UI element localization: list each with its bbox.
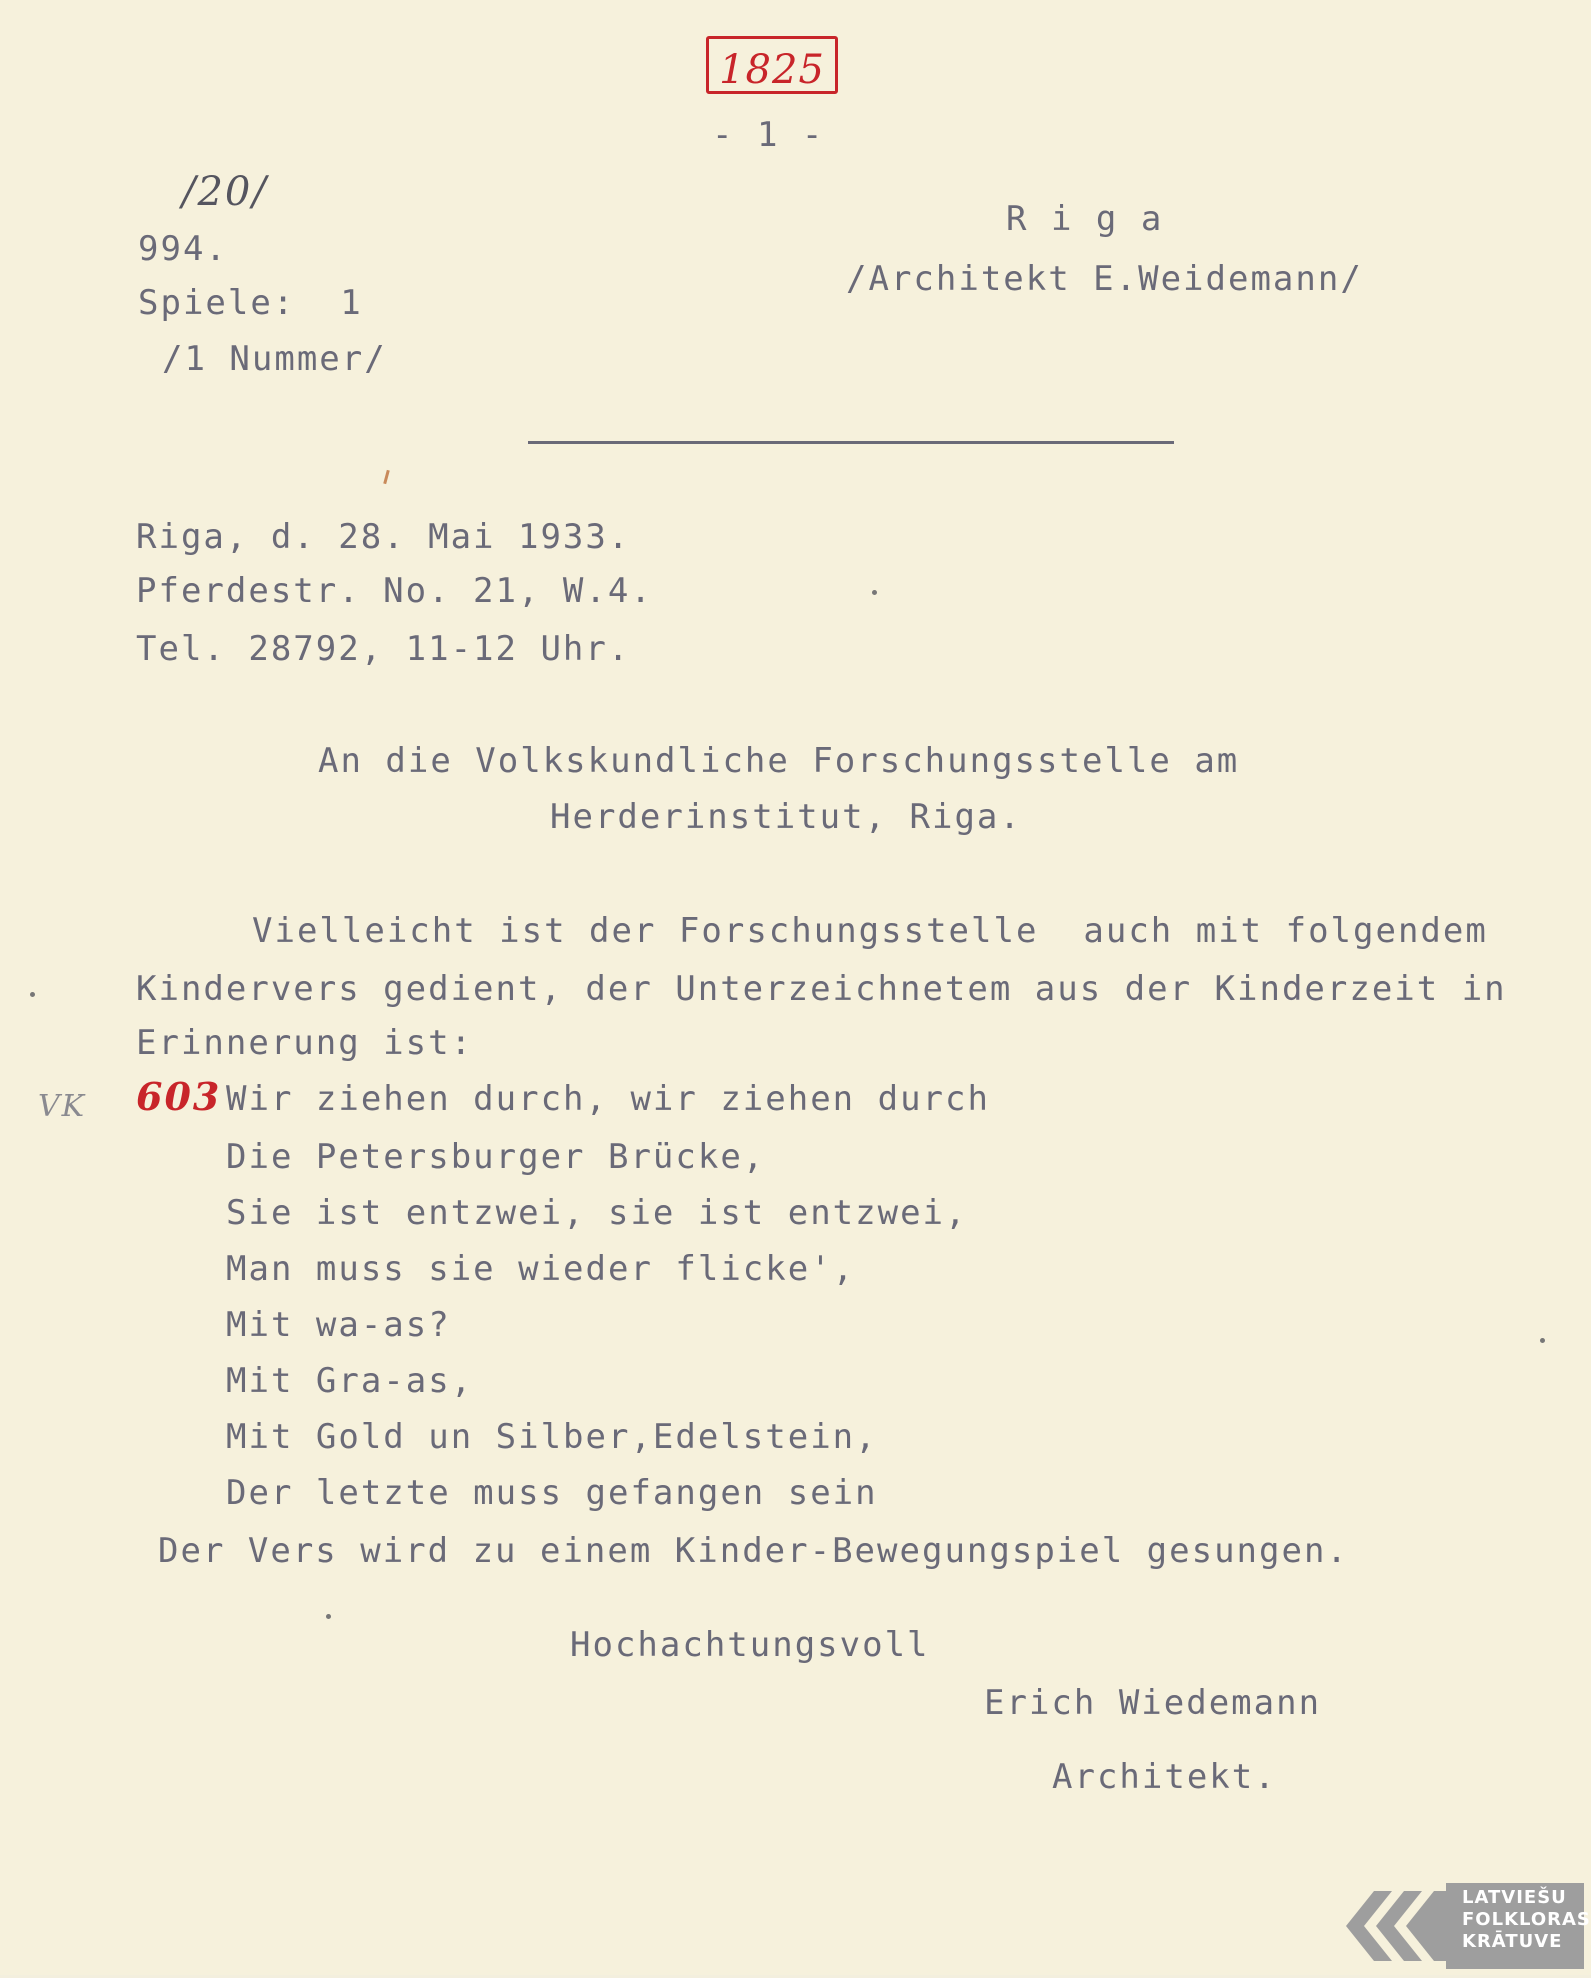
verse-line: Die Petersburger Brücke,: [226, 1137, 766, 1177]
speck: [1540, 1338, 1545, 1343]
signer-title: Architekt.: [1052, 1757, 1277, 1797]
date-line: Riga, d. 28. Mai 1933.: [136, 517, 631, 557]
logo-text-line: KRĀTUVE: [1462, 1931, 1563, 1952]
ref-handwritten: /20/: [182, 169, 268, 215]
closing-note: Der Vers wird zu einem Kinder-Bewegungspiel gesungen.: [158, 1531, 1349, 1571]
margin-catalog-number: 603: [136, 1074, 222, 1119]
verse-line: Mit Gold un Silber,Edelstein,: [226, 1417, 878, 1457]
verse-line: Der letzte muss gefangen sein: [226, 1473, 878, 1513]
verse-line: Wir ziehen durch, wir ziehen durch: [226, 1079, 990, 1119]
ref-spiele: Spiele: 1: [138, 283, 363, 323]
sender-line: /Architekt E.Weidemann/: [846, 259, 1363, 299]
recipient-line-1: An die Volkskundliche Forschungsstelle am: [318, 741, 1240, 781]
phone-line: Tel. 28792, 11-12 Uhr.: [136, 629, 631, 669]
ref-nummer: /1 Nummer/: [162, 339, 387, 379]
body-line-3: Erinnerung ist:: [136, 1023, 474, 1063]
signer-name: Erich Wiedemann: [984, 1683, 1322, 1723]
body-line-2: Kindervers gedient, der Unterzeichnetem aus der Kinderzeit in: [136, 969, 1507, 1009]
speck: [30, 992, 35, 997]
verse-line: Man muss sie wieder flicke',: [226, 1249, 856, 1289]
body-line-1: Vielleicht ist der Forschungsstelle auch mit folgendem: [252, 911, 1488, 951]
chevron-logo-icon: [1334, 1883, 1446, 1969]
salutation: Hochachtungsvoll: [570, 1625, 930, 1665]
archive-number-box: [706, 36, 838, 94]
recipient-line-2: Herderinstitut, Riga.: [550, 797, 1022, 837]
speck: [872, 590, 877, 595]
logo-text-line: FOLKLORAS: [1462, 1909, 1591, 1930]
archive-number: 1825: [719, 47, 825, 93]
divider-rule: [528, 441, 1174, 444]
logo-text: [1462, 1887, 1591, 1953]
street-line: Pferdestr. No. 21, W.4.: [136, 571, 653, 611]
ink-mark: [383, 470, 390, 484]
ref-number: 994.: [138, 229, 228, 269]
verse-line: Sie ist entzwei, sie ist entzwei,: [226, 1193, 968, 1233]
archive-logo: [1334, 1883, 1591, 1969]
verse-line: Mit wa-as?: [226, 1305, 451, 1345]
page-number: - 1 -: [712, 115, 825, 155]
logo-text-line: LATVIEŠU: [1462, 1887, 1567, 1908]
speck: [326, 1614, 331, 1619]
margin-pencil-note: VK: [38, 1089, 87, 1124]
place-heading: R i g a: [1006, 199, 1164, 239]
verse-line: Mit Gra-as,: [226, 1361, 474, 1401]
